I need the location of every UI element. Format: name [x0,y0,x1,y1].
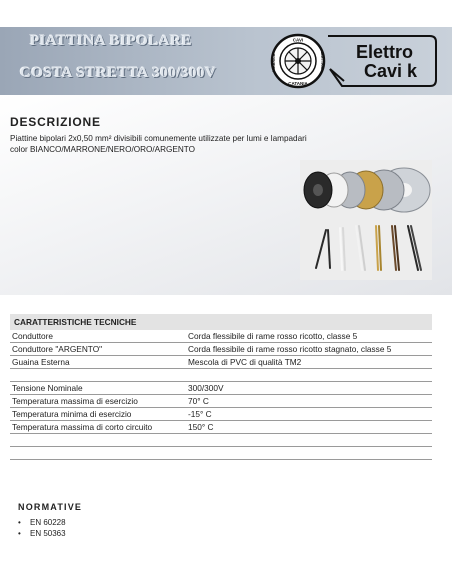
spec-value: Corda flessibile di rame rosso ricotto, classe 5 [188,331,358,341]
table-row [10,382,432,395]
spec-key: Conduttore [12,331,54,341]
elettrocavi-logo [270,33,438,89]
table-row [10,330,432,343]
logo-ring-right: ELETTRICI [320,51,324,71]
logo-ring-left: FABBRICA [272,53,276,73]
title-line-2: COSTA STRETTA 300/300V [20,65,217,81]
description-title: DESCRIZIONE [10,115,101,129]
logo-ring-top: CAVI [292,37,304,43]
spec-key: Temperatura massima di corto circuito [12,422,153,432]
list-item: • EN 50363 [18,528,66,539]
spec-key: Guaina Esterna [12,357,70,367]
spec-value: 300/300V [188,383,224,393]
spec-value: Mescola di PVC di qualità TM2 [188,357,302,367]
spec-value: 150° C [188,422,214,432]
technical-specs-table [10,314,432,460]
table-row [10,421,432,434]
cable-spools [304,168,430,212]
cable-product-photo [300,160,432,280]
spec-value: 70° C [188,396,209,406]
table-empty-row [10,434,432,447]
title-line-1: PIATTINA BIPOLARE [30,33,193,49]
spec-value: -15° C [188,409,212,419]
normative-list [18,517,66,539]
spec-key: Temperatura minima di esercizio [12,409,132,419]
specs-title: CARATTERISTICHE TECNICHE [10,314,432,330]
logo-ring-bottom: CATANIA [288,81,308,86]
table-spacer [10,369,432,382]
spec-key: Tensione Nominale [12,383,83,393]
normative-title: NORMATIVE [18,502,83,512]
spec-key: Conduttore "ARGENTO" [12,344,103,354]
table-row [10,408,432,421]
list-item: • EN 60228 [18,517,66,528]
spec-key: Temperatura massima di esercizio [12,396,138,406]
table-row [10,343,432,356]
table-row [10,356,432,369]
table-empty-row [10,447,432,460]
table-row [10,395,432,408]
logo-word-1: Elettro [356,42,414,62]
header-banner [0,27,452,95]
description-text: Piattine bipolari 2x0,50 mm² divisibili comunemente utilizzate per lumi e lampadari color BIANCO/MARRONE/NERO/ORO/ARGENTO [10,134,307,154]
spec-value: Corda flessibile di rame rosso ricotto stagnato, classe 5 [188,344,392,354]
logo-word-2: Cavi k [364,61,418,81]
